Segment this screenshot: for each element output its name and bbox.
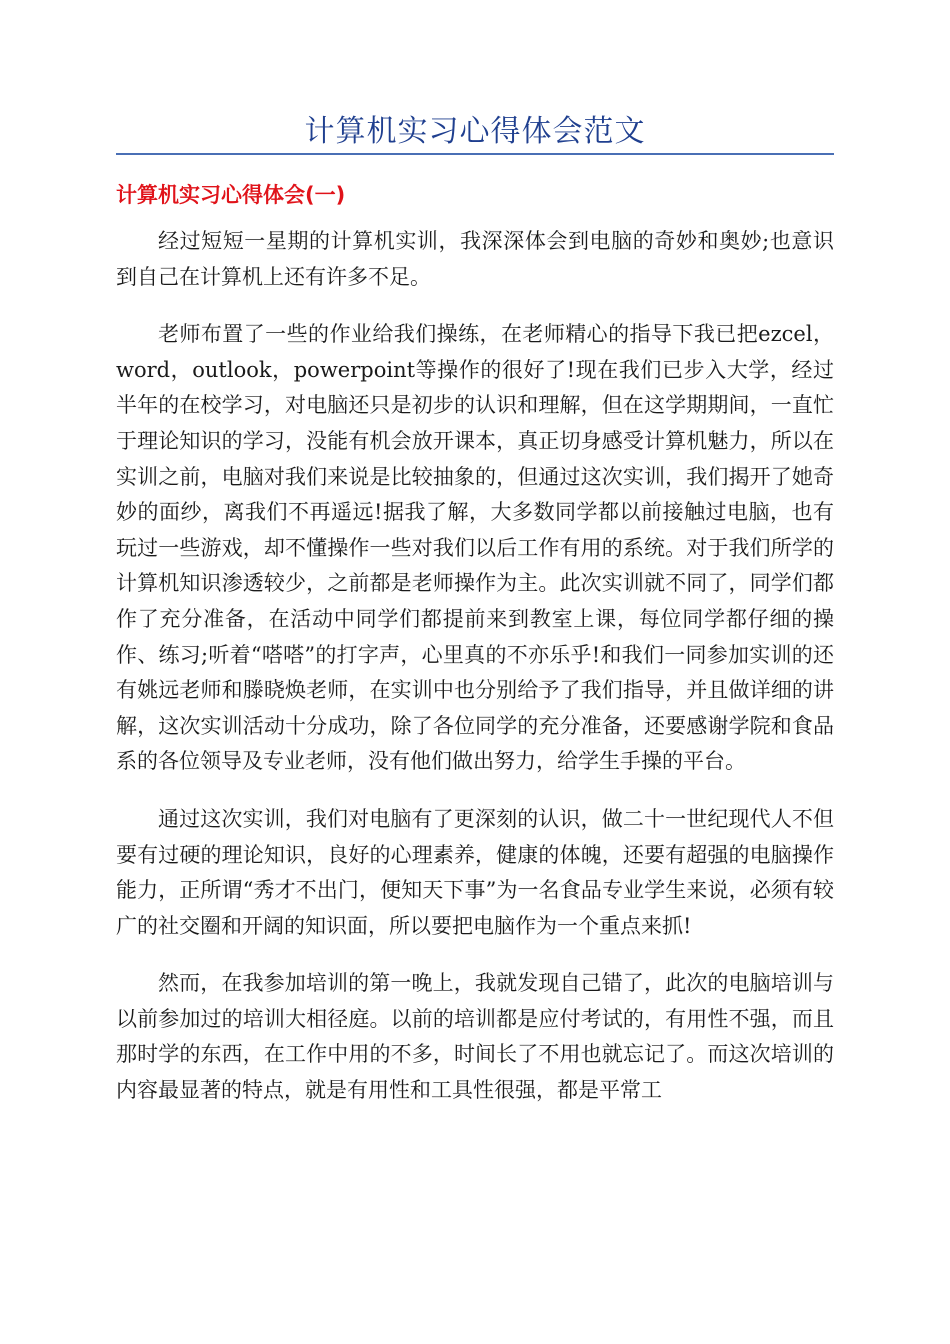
document-title: 计算机实习心得体会范文 bbox=[304, 114, 646, 149]
document-body bbox=[116, 224, 834, 1131]
section-heading: 计算机实习心得体会(一) bbox=[116, 183, 346, 207]
paragraph-3: 通过这次实训，我们对电脑有了更深刻的认识，做二十一世纪现代人不但要有过硬的理论知识，良好的心理素养，健康的体魄，还要有超强的电脑操作能力，正所谓“秀才不出门，便知天下事”为一名食品专业学生来说，必须有较广的社交圈和开阔的知识面，所以要把电脑作为一个重点来抓! bbox=[116, 806, 834, 938]
paragraph-1: 经过短短一星期的计算机实训，我深深体会到电脑的奇妙和奥妙;也意识到自己在计算机上还有许多不足。 bbox=[116, 229, 834, 289]
paragraph-2: 老师布置了一些的作业给我们操练，在老师精心的指导下我已把ezcel，word，outlook，powerpoint等操作的很好了!现在我们已步入大学，经过半年的在校学习，对电脑还只是初步的认识和理解，但在这学期期间，一直忙于理论知识的学习，没能有机会放开课本，真正切身感受计算机魅力，所以在实训之前，电脑对我们来说是比较抽象的，但通过这次实训，我们揭开了她奇妙的面纱，离我们不再遥远!据我了解，大多数同学都以前接触过电脑，也有玩过一些游戏，却不懂操作一些对我们以后工作有用的系统。对于我们所学的计算机知识渗透较少，之前都是老师操作为主。此次实训就不同了，同学们都作了充分准备，在活动中同学们都提前来到教室上课，每位同学都仔细的操作、练习;听着“嗒嗒”的打字声，心里真的不亦乐乎!和我们一同参加实训的还有姚远老师和滕晓焕老师，在实训中也分别给予了我们指导，并且做详细的讲解，这次实训活动十分成功，除了各位同学的充分准备，还要感谢学院和食品系的各位领导及专业老师，没有他们做出努力，给学生手操的平台。 bbox=[116, 322, 834, 774]
paragraph-4: 然而，在我参加培训的第一晚上，我就发现自己错了，此次的电脑培训与以前参加过的培训大相径庭。以前的培训都是应付考试的，有用性不强，而且那时学的东西，在工作中用的不多，时间长了不用也就忘记了。而这次培训的内容最显著的特点，就是有用性和工具性很强，都是平常工 bbox=[116, 971, 834, 1103]
title-underline bbox=[116, 153, 834, 155]
